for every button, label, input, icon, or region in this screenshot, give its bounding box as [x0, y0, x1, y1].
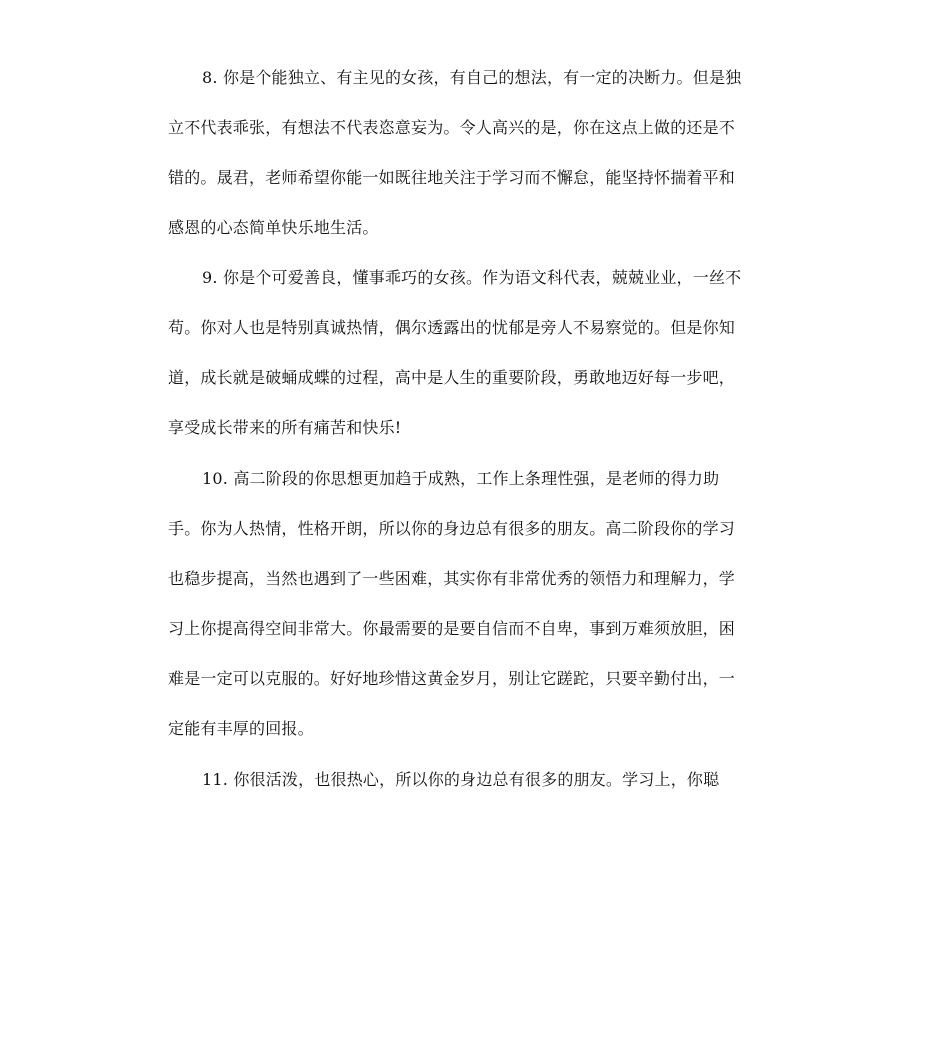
paragraph-10-line-3: 也稳步提高，当然也遇到了一些困难，其实你有非常优秀的领悟力和理解力，学 — [168, 569, 736, 588]
paragraph-9-line-2: 苟。你对人也是特别真诚热情，偶尔透露出的忧郁是旁人不易察觉的。但是你知 — [168, 318, 736, 337]
paragraph-9-line-4: 享受成长带来的所有痛苦和快乐! — [168, 418, 402, 437]
paragraph-9-line-1: 9. 你是个可爱善良，懂事乖巧的女孩。作为语文科代表，兢兢业业，一丝不 — [202, 268, 742, 287]
paragraph-8-line-4: 感恩的心态简单快乐地生活。 — [168, 218, 379, 237]
paragraph-8-line-1: 8. 你是个能独立、有主见的女孩，有自己的想法，有一定的决断力。但是独 — [202, 68, 742, 87]
paragraph-10-line-1: 10. 高二阶段的你思想更加趋于成熟，工作上条理性强，是老师的得力助 — [202, 469, 720, 488]
paragraph-10-line-6: 定能有丰厚的回报。 — [168, 719, 314, 738]
paragraph-11-line-1: 11. 你很活泼，也很热心，所以你的身边总有很多的朋友。学习上，你聪 — [202, 770, 720, 789]
paragraph-10-line-5: 难是一定可以克服的。好好地珍惜这黄金岁月，别让它蹉跎，只要辛勤付出，一 — [168, 669, 736, 688]
paragraph-9-line-3: 道，成长就是破蛹成蝶的过程，高中是人生的重要阶段，勇敢地迈好每一步吧， — [168, 368, 736, 387]
paragraph-10-line-2: 手。你为人热情，性格开朗，所以你的身边总有很多的朋友。高二阶段你的学习 — [168, 519, 736, 538]
paragraph-8-line-3: 错的。晟君，老师希望你能一如既往地关注于学习而不懈怠，能坚持怀揣着平和 — [168, 168, 736, 187]
paragraph-10-line-4: 习上你提高得空间非常大。你最需要的是要自信而不自卑，事到万难须放胆，困 — [168, 619, 736, 638]
paragraph-8-line-2: 立不代表乖张，有想法不代表恣意妄为。令人高兴的是，你在这点上做的还是不 — [168, 118, 736, 137]
